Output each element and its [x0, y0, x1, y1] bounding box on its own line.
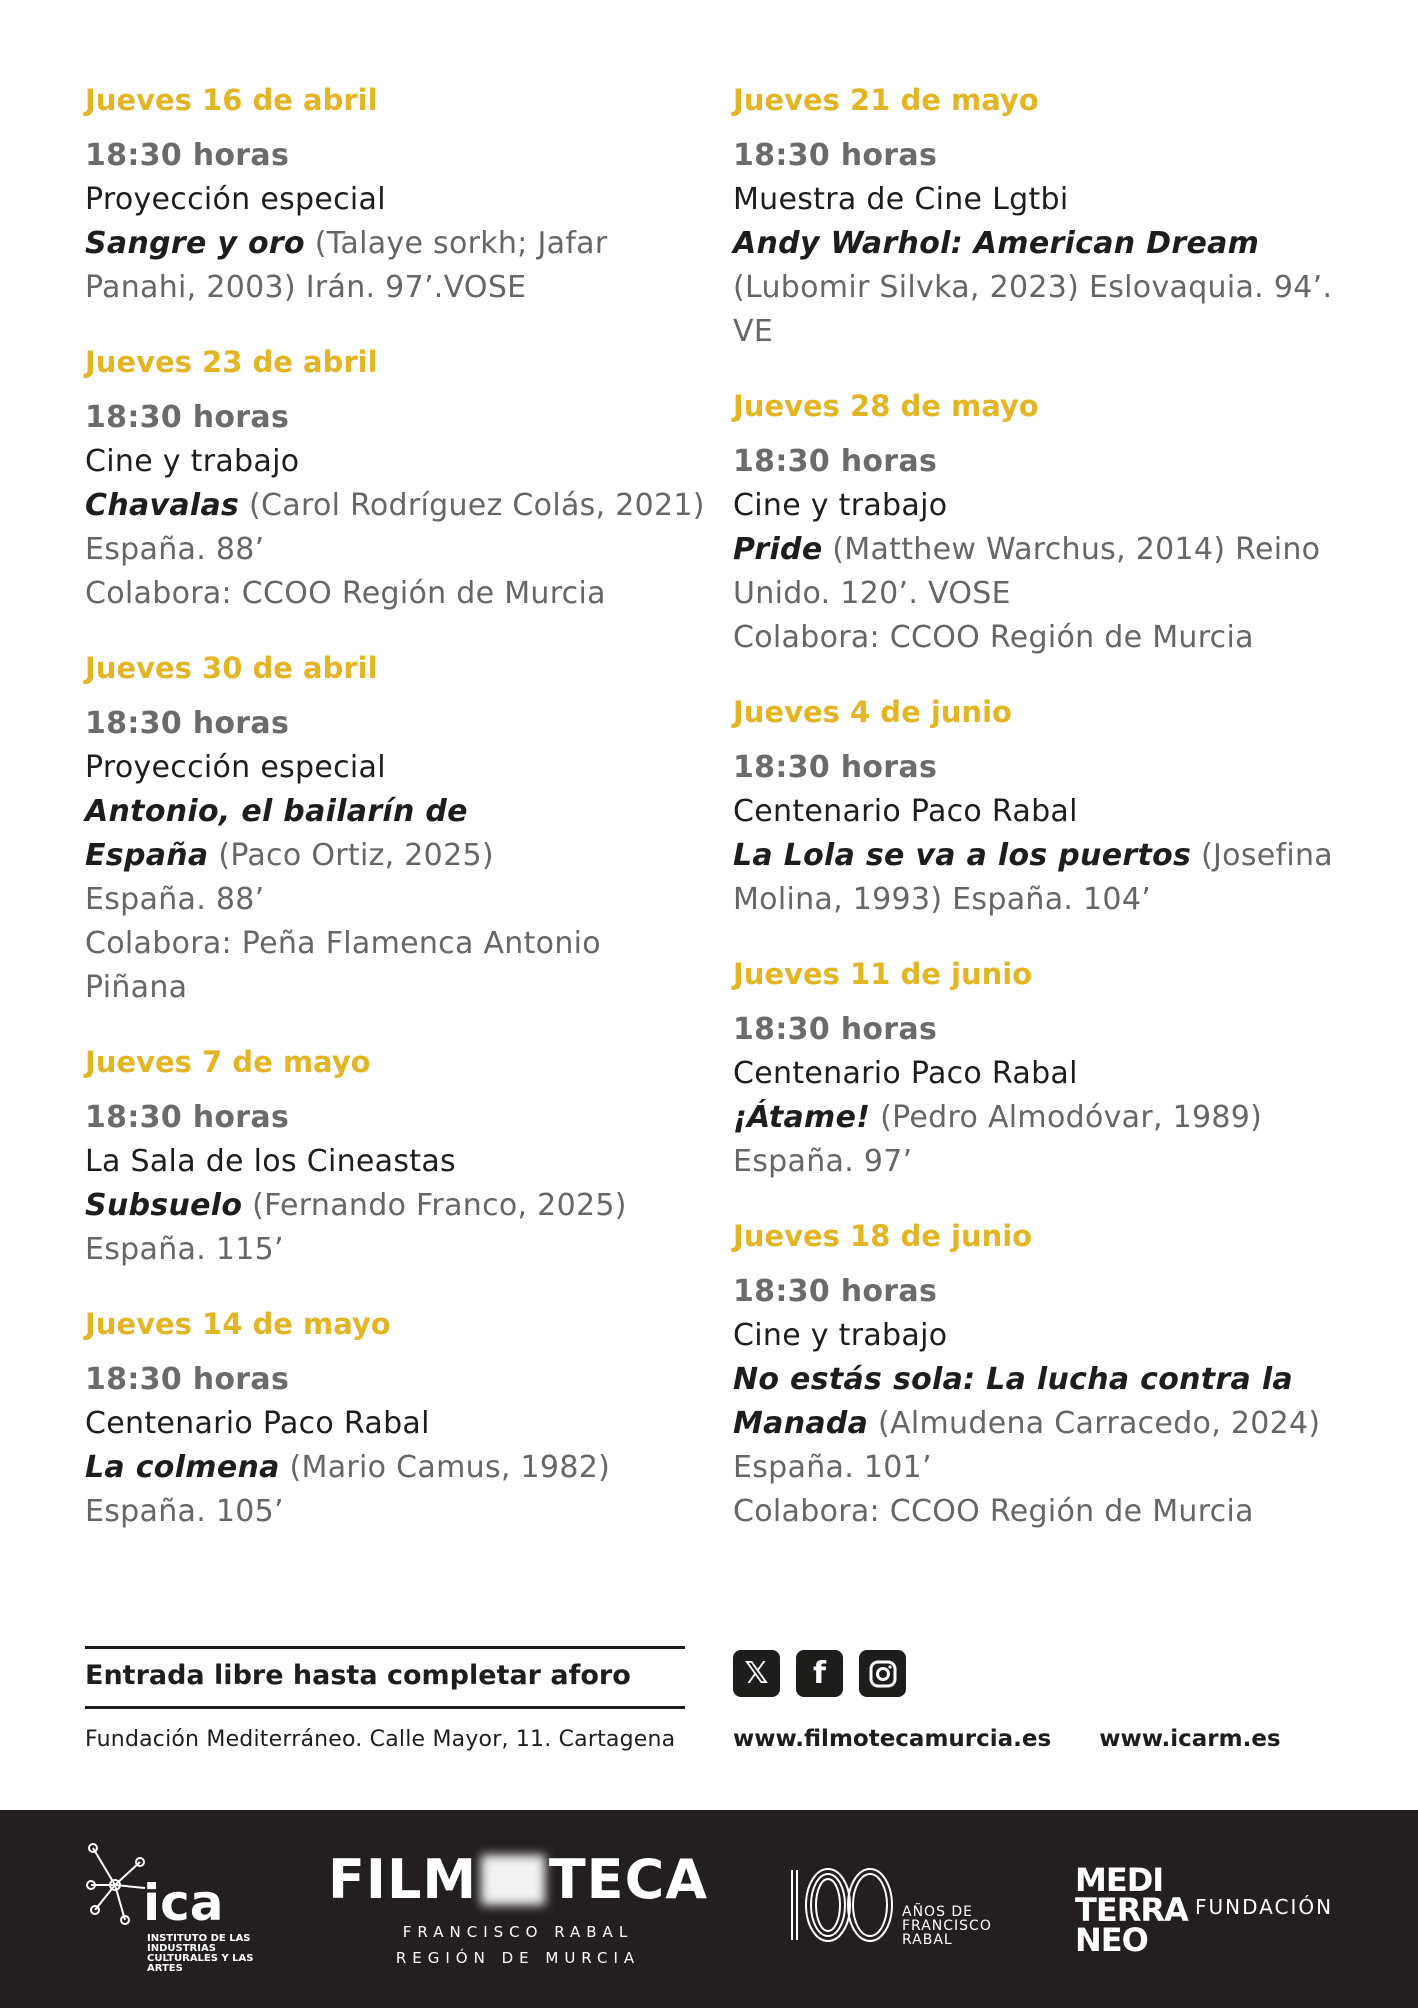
event-category: Centenario Paco Rabal	[85, 1406, 430, 1441]
event-collab: Colabora: Peña Flamenca Antonio Piñana	[85, 926, 601, 1005]
filmoteca-sub1: FRANCISCO RABAL	[402, 1923, 634, 1941]
film-details: (Talaye sorkh; Jafar Panahi, 2003) Irán. 97’.VOSE	[85, 226, 608, 305]
event-category: Proyección especial	[85, 182, 386, 217]
film-title: ¡Átame!	[733, 1100, 871, 1135]
event-time: 18:30 horas	[85, 400, 290, 435]
address-text: Fundación Mediterráneo. Calle Mayor, 11. Cartagena	[85, 1727, 676, 1752]
event-time: 18:30 horas	[733, 1274, 938, 1309]
blurred-region	[481, 1855, 545, 1905]
event-date: Jueves 21 de mayo	[733, 83, 1039, 117]
left-column	[85, 78, 705, 1564]
event-time: 18:30 horas	[733, 1012, 938, 1047]
event-item	[85, 78, 705, 310]
film-title: Pride	[733, 532, 823, 567]
website-link[interactable]: www.icarm.es	[1099, 1726, 1281, 1752]
mediterraneo-wordmark: MEDI TERRA NEO	[1075, 1861, 1188, 1959]
event-time: 18:30 horas	[85, 1362, 290, 1397]
event-category: Centenario Paco Rabal	[733, 794, 1078, 829]
centenario-subtitle: AÑOS DE FRANCISCO RABAL	[902, 1904, 992, 1948]
fundacion-label: FUNDACIÓN	[1195, 1895, 1334, 1919]
film-details: (Paco Ortiz, 2025) España. 88’	[85, 838, 494, 917]
event-category: Cine y trabajo	[85, 444, 300, 479]
film-title: La colmena	[85, 1450, 280, 1485]
film-details: (Pedro Almodóvar, 1989) España. 97’	[733, 1100, 1263, 1179]
event-category: La Sala de los Cineastas	[85, 1144, 456, 1179]
event-date: Jueves 30 de abril	[85, 651, 378, 685]
event-category: Proyección especial	[85, 750, 386, 785]
event-date: Jueves 23 de abril	[85, 345, 378, 379]
event-date: Jueves 18 de junio	[733, 1219, 1033, 1253]
hundred-icon	[786, 1860, 906, 1950]
centenario-logo	[786, 1860, 1016, 1970]
event-date: Jueves 7 de mayo	[85, 1045, 371, 1079]
websites	[733, 1726, 1321, 1752]
social-icons	[733, 1650, 906, 1697]
event-time: 18:30 horas	[85, 1100, 290, 1135]
film-title: Andy Warhol: American Dream	[733, 226, 1260, 261]
film-title: La Lola se va a los puertos	[733, 838, 1192, 873]
film-details: (Josefina Molina, 1993) España. 104’	[733, 838, 1333, 917]
filmoteca-sub2: REGIÓN DE MURCIA	[395, 1949, 641, 1967]
mediterraneo-logo	[1075, 1861, 1345, 1975]
film-details: (Lubomir Silvka, 2023) Eslovaquia. 94’. VE	[733, 270, 1333, 349]
film-title: Subsuelo	[85, 1188, 243, 1223]
event-item	[85, 1040, 705, 1272]
event-item	[85, 340, 705, 616]
event-date: Jueves 11 de junio	[733, 957, 1033, 991]
event-date: Jueves 16 de abril	[85, 83, 378, 117]
event-item	[733, 1214, 1343, 1534]
event-item	[85, 1302, 705, 1534]
event-item	[733, 384, 1343, 660]
event-item	[733, 690, 1343, 922]
right-column	[733, 78, 1343, 1564]
event-time: 18:30 horas	[85, 706, 290, 741]
event-collab: Colabora: CCOO Región de Murcia	[85, 576, 606, 611]
divider	[85, 1646, 685, 1649]
x-icon[interactable]: 𝕏	[733, 1650, 780, 1697]
facebook-icon[interactable]: f	[796, 1650, 843, 1697]
event-time: 18:30 horas	[85, 138, 290, 173]
filmoteca-logo	[328, 1848, 708, 1971]
instagram-icon[interactable]	[859, 1650, 906, 1697]
event-time: 18:30 horas	[733, 750, 938, 785]
event-item	[733, 78, 1343, 354]
event-time: 18:30 horas	[733, 138, 938, 173]
event-collab: Colabora: CCOO Región de Murcia	[733, 1494, 1254, 1529]
divider	[85, 1706, 685, 1709]
film-title: Sangre y oro	[85, 226, 305, 261]
event-item	[85, 646, 705, 1010]
film-details: (Matthew Warchus, 2014) Reino Unido. 120’. VOSE	[733, 532, 1321, 611]
event-item	[733, 952, 1343, 1184]
free-entry-text: Entrada libre hasta completar aforo	[85, 1660, 631, 1691]
film-title: Antonio, el bailarín de España	[85, 794, 468, 873]
event-date: Jueves 4 de junio	[733, 695, 1012, 729]
event-category: Cine y trabajo	[733, 488, 948, 523]
event-date: Jueves 14 de mayo	[85, 1307, 391, 1341]
event-collab: Colabora: CCOO Región de Murcia	[733, 620, 1254, 655]
filmoteca-word-left: FILM	[328, 1848, 478, 1911]
film-title: Chavalas	[85, 488, 240, 523]
film-details: (Almudena Carracedo, 2024) España. 101’	[733, 1406, 1321, 1485]
ica-subtitle: INSTITUTO DE LAS INDUSTRIAS CULTURALES Y LAS ARTES	[147, 1933, 254, 1974]
film-details: (Carol Rodríguez Colás, 2021) España. 88’	[85, 488, 705, 567]
film-details: (Mario Camus, 1982) España. 105’	[85, 1450, 611, 1529]
ica-logo	[85, 1840, 285, 1974]
film-title: No estás sola: La lucha contra la Manada	[733, 1362, 1293, 1441]
event-category: Muestra de Cine Lgtbi	[733, 182, 1069, 217]
event-category: Centenario Paco Rabal	[733, 1056, 1078, 1091]
filmoteca-word-right: TECA	[548, 1848, 708, 1911]
event-category: Cine y trabajo	[733, 1318, 948, 1353]
ica-wordmark: ica	[143, 1874, 224, 1932]
event-time: 18:30 horas	[733, 444, 938, 479]
event-date: Jueves 28 de mayo	[733, 389, 1039, 423]
footer-logos	[0, 1810, 1418, 2008]
website-link[interactable]: www.filmotecamurcia.es	[733, 1726, 1052, 1752]
film-details: (Fernando Franco, 2025) España. 115’	[85, 1188, 627, 1267]
